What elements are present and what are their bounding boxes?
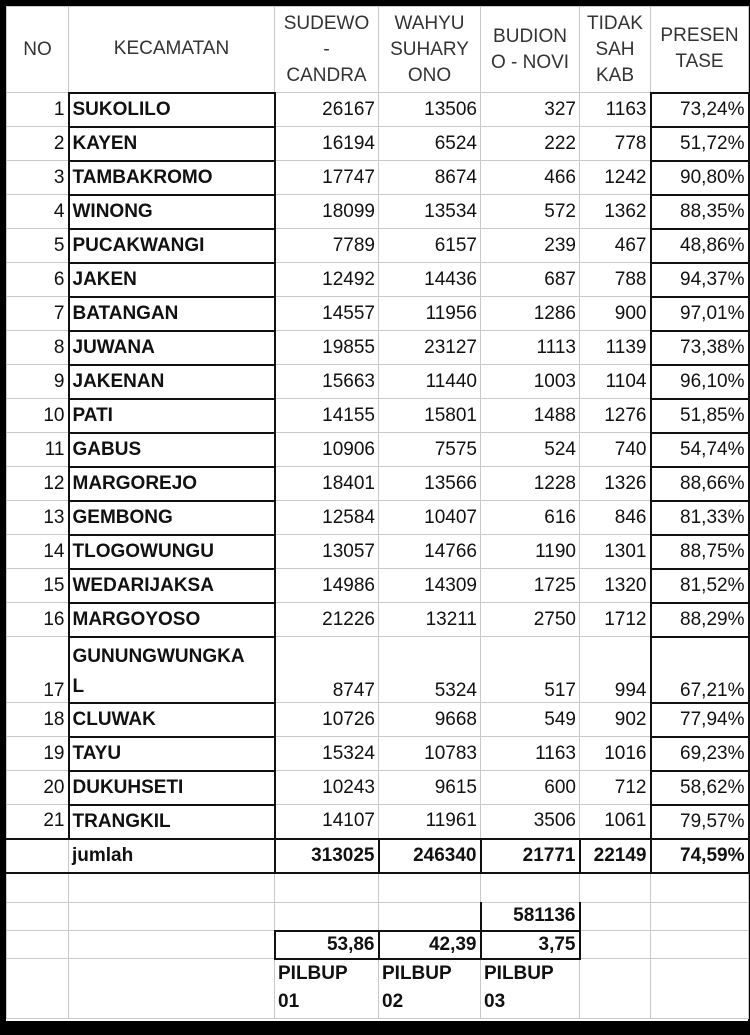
votes-tidak-sah: 1362	[580, 195, 651, 229]
votes-tidak-sah: 1061	[580, 805, 651, 839]
votes-wahyu: 10407	[379, 501, 481, 535]
votes-sudewo: 14557	[275, 297, 379, 331]
table-row	[7, 297, 749, 331]
caption-sudewo: PILBUP 01	[275, 959, 379, 1019]
table-row	[7, 229, 749, 263]
presentase-cell: 77,94%	[651, 703, 749, 737]
votes-wahyu: 7575	[379, 433, 481, 467]
votes-budiono: 1488	[481, 399, 580, 433]
kecamatan-cell: GEMBONG	[69, 501, 275, 535]
kecamatan-cell: BATANGAN	[69, 297, 275, 331]
kecamatan-cell: GABUS	[69, 433, 275, 467]
votes-sudewo: 14155	[275, 399, 379, 433]
votes-sudewo: 14986	[275, 569, 379, 603]
presentase-cell: 88,75%	[651, 535, 749, 569]
votes-budiono: 3506	[481, 805, 580, 839]
votes-sudewo: 17747	[275, 161, 379, 195]
row-number: 16	[7, 603, 69, 637]
votes-wahyu: 13534	[379, 195, 481, 229]
votes-wahyu: 23127	[379, 331, 481, 365]
votes-budiono: 1228	[481, 467, 580, 501]
votes-tidak-sah: 467	[580, 229, 651, 263]
votes-tidak-sah: 1242	[580, 161, 651, 195]
row-number: 10	[7, 399, 69, 433]
votes-wahyu: 14436	[379, 263, 481, 297]
votes-wahyu: 9615	[379, 771, 481, 805]
total-presentase: 74,59%	[651, 839, 749, 873]
row-number: 17	[7, 637, 69, 703]
row-number: 20	[7, 771, 69, 805]
votes-wahyu: 11440	[379, 365, 481, 399]
presentase-cell: 69,23%	[651, 737, 749, 771]
votes-wahyu: 13211	[379, 603, 481, 637]
header-sudewo: SUDEWO - CANDRA	[275, 7, 379, 93]
table-row	[7, 771, 749, 805]
votes-budiono: 687	[481, 263, 580, 297]
kecamatan-cell: TLOGOWUNGU	[69, 535, 275, 569]
row-number: 19	[7, 737, 69, 771]
votes-sudewo: 10906	[275, 433, 379, 467]
presentase-cell: 81,52%	[651, 569, 749, 603]
votes-tidak-sah: 1712	[580, 603, 651, 637]
table-row	[7, 365, 749, 399]
row-number: 6	[7, 263, 69, 297]
votes-wahyu: 10783	[379, 737, 481, 771]
results-table	[6, 6, 750, 1019]
votes-wahyu: 13506	[379, 93, 481, 127]
votes-sudewo: 12584	[275, 501, 379, 535]
kecamatan-cell: GUNUNGWUNGKA L	[69, 637, 275, 703]
share-row	[7, 931, 749, 959]
row-number: 3	[7, 161, 69, 195]
votes-wahyu: 13566	[379, 467, 481, 501]
votes-wahyu: 14309	[379, 569, 481, 603]
header-tidak-sah: TIDAK SAH KAB	[580, 7, 651, 93]
presentase-cell: 90,80%	[651, 161, 749, 195]
kecamatan-cell: DUKUHSETI	[69, 771, 275, 805]
votes-tidak-sah: 1326	[580, 467, 651, 501]
votes-budiono: 1190	[481, 535, 580, 569]
presentase-cell: 51,85%	[651, 399, 749, 433]
table-row	[7, 703, 749, 737]
share-sudewo: 53,86	[275, 931, 379, 959]
kecamatan-cell: CLUWAK	[69, 703, 275, 737]
table-row	[7, 331, 749, 365]
presentase-cell: 79,57%	[651, 805, 749, 839]
presentase-cell: 88,29%	[651, 603, 749, 637]
votes-budiono: 600	[481, 771, 580, 805]
presentase-cell: 73,24%	[651, 93, 749, 127]
votes-budiono: 466	[481, 161, 580, 195]
votes-sudewo: 15324	[275, 737, 379, 771]
votes-tidak-sah: 900	[580, 297, 651, 331]
row-number: 14	[7, 535, 69, 569]
votes-sudewo: 10243	[275, 771, 379, 805]
table-row	[7, 501, 749, 535]
votes-tidak-sah: 902	[580, 703, 651, 737]
table-row	[7, 535, 749, 569]
row-number: 12	[7, 467, 69, 501]
total-wahyu: 246340	[379, 839, 481, 873]
votes-tidak-sah: 1139	[580, 331, 651, 365]
row-number: 5	[7, 229, 69, 263]
votes-budiono: 1725	[481, 569, 580, 603]
caption-row	[7, 959, 749, 1019]
votes-budiono: 1113	[481, 331, 580, 365]
votes-sudewo: 13057	[275, 535, 379, 569]
votes-tidak-sah: 1104	[580, 365, 651, 399]
table-row	[7, 737, 749, 771]
votes-wahyu: 11956	[379, 297, 481, 331]
header-no: NO	[7, 7, 69, 93]
total-row	[7, 839, 749, 873]
kecamatan-cell: KAYEN	[69, 127, 275, 161]
votes-sudewo: 16194	[275, 127, 379, 161]
row-number: 7	[7, 297, 69, 331]
row-number: 8	[7, 331, 69, 365]
votes-sudewo: 12492	[275, 263, 379, 297]
row-number: 9	[7, 365, 69, 399]
total-sudewo: 313025	[275, 839, 379, 873]
votes-tidak-sah: 994	[580, 637, 651, 703]
row-number: 2	[7, 127, 69, 161]
presentase-cell: 97,01%	[651, 297, 749, 331]
votes-sudewo: 10726	[275, 703, 379, 737]
votes-tidak-sah: 740	[580, 433, 651, 467]
grand-total-row	[7, 903, 749, 931]
table-row	[7, 195, 749, 229]
row-number: 11	[7, 433, 69, 467]
table-row	[7, 93, 749, 127]
votes-budiono: 2750	[481, 603, 580, 637]
kecamatan-cell: JUWANA	[69, 331, 275, 365]
votes-tidak-sah: 778	[580, 127, 651, 161]
header-presentase: PRESEN TASE	[651, 7, 749, 93]
votes-wahyu: 6157	[379, 229, 481, 263]
presentase-cell: 81,33%	[651, 501, 749, 535]
votes-tidak-sah: 1016	[580, 737, 651, 771]
row-number: 15	[7, 569, 69, 603]
header-wahyu: WAHYU SUHARY ONO	[379, 7, 481, 93]
votes-sudewo: 21226	[275, 603, 379, 637]
presentase-cell: 51,72%	[651, 127, 749, 161]
blank-row	[7, 873, 749, 903]
votes-sudewo: 18099	[275, 195, 379, 229]
votes-budiono: 1163	[481, 737, 580, 771]
votes-wahyu: 14766	[379, 535, 481, 569]
table-row	[7, 569, 749, 603]
kecamatan-cell: JAKEN	[69, 263, 275, 297]
votes-sudewo: 26167	[275, 93, 379, 127]
votes-tidak-sah: 1301	[580, 535, 651, 569]
votes-tidak-sah: 788	[580, 263, 651, 297]
votes-budiono: 524	[481, 433, 580, 467]
votes-sudewo: 15663	[275, 365, 379, 399]
votes-wahyu: 8674	[379, 161, 481, 195]
table-row	[7, 161, 749, 195]
votes-tidak-sah: 712	[580, 771, 651, 805]
votes-wahyu: 6524	[379, 127, 481, 161]
row-number: 13	[7, 501, 69, 535]
kecamatan-cell: JAKENAN	[69, 365, 275, 399]
table-row	[7, 433, 749, 467]
kecamatan-cell: PATI	[69, 399, 275, 433]
share-budiono: 3,75	[481, 931, 580, 959]
votes-budiono: 1003	[481, 365, 580, 399]
votes-tidak-sah: 846	[580, 501, 651, 535]
total-budiono: 21771	[481, 839, 580, 873]
votes-wahyu: 11961	[379, 805, 481, 839]
kecamatan-cell: MARGOREJO	[69, 467, 275, 501]
table-row	[7, 399, 749, 433]
presentase-cell: 96,10%	[651, 365, 749, 399]
votes-sudewo: 8747	[275, 637, 379, 703]
presentase-cell: 88,66%	[651, 467, 749, 501]
votes-tidak-sah: 1276	[580, 399, 651, 433]
table-row	[7, 637, 749, 703]
votes-wahyu: 5324	[379, 637, 481, 703]
caption-budiono: PILBUP 03	[481, 959, 580, 1019]
kecamatan-cell: WINONG	[69, 195, 275, 229]
presentase-cell: 48,86%	[651, 229, 749, 263]
votes-budiono: 327	[481, 93, 580, 127]
kecamatan-cell: TRANGKIL	[69, 805, 275, 839]
kecamatan-cell: TAYU	[69, 737, 275, 771]
votes-budiono: 549	[481, 703, 580, 737]
table-row	[7, 263, 749, 297]
votes-tidak-sah: 1320	[580, 569, 651, 603]
share-wahyu: 42,39	[379, 931, 481, 959]
kecamatan-cell: MARGOYOSO	[69, 603, 275, 637]
header-row	[7, 7, 749, 93]
row-number: 1	[7, 93, 69, 127]
votes-tidak-sah: 1163	[580, 93, 651, 127]
presentase-cell: 67,21%	[651, 637, 749, 703]
total-label: jumlah	[69, 839, 275, 873]
table-row	[7, 127, 749, 161]
kecamatan-cell: PUCAKWANGI	[69, 229, 275, 263]
votes-budiono: 222	[481, 127, 580, 161]
row-number: 18	[7, 703, 69, 737]
spreadsheet	[6, 6, 748, 1021]
presentase-cell: 94,37%	[651, 263, 749, 297]
votes-budiono: 616	[481, 501, 580, 535]
header-kecamatan: KECAMATAN	[69, 7, 275, 93]
table-row	[7, 467, 749, 501]
presentase-cell: 54,74%	[651, 433, 749, 467]
presentase-cell: 73,38%	[651, 331, 749, 365]
row-number: 4	[7, 195, 69, 229]
votes-sudewo: 19855	[275, 331, 379, 365]
votes-sudewo: 18401	[275, 467, 379, 501]
row-number: 21	[7, 805, 69, 839]
total-tidak-sah: 22149	[580, 839, 651, 873]
votes-wahyu: 9668	[379, 703, 481, 737]
header-budiono: BUDION O - NOVI	[481, 7, 580, 93]
votes-wahyu: 15801	[379, 399, 481, 433]
votes-budiono: 239	[481, 229, 580, 263]
grand-total: 581136	[481, 903, 580, 931]
kecamatan-cell: WEDARIJAKSA	[69, 569, 275, 603]
kecamatan-cell: SUKOLILO	[69, 93, 275, 127]
votes-budiono: 1286	[481, 297, 580, 331]
votes-sudewo: 7789	[275, 229, 379, 263]
presentase-cell: 88,35%	[651, 195, 749, 229]
caption-wahyu: PILBUP 02	[379, 959, 481, 1019]
table-row	[7, 603, 749, 637]
table-row	[7, 805, 749, 839]
votes-budiono: 572	[481, 195, 580, 229]
presentase-cell: 58,62%	[651, 771, 749, 805]
kecamatan-cell: TAMBAKROMO	[69, 161, 275, 195]
votes-sudewo: 14107	[275, 805, 379, 839]
votes-budiono: 517	[481, 637, 580, 703]
